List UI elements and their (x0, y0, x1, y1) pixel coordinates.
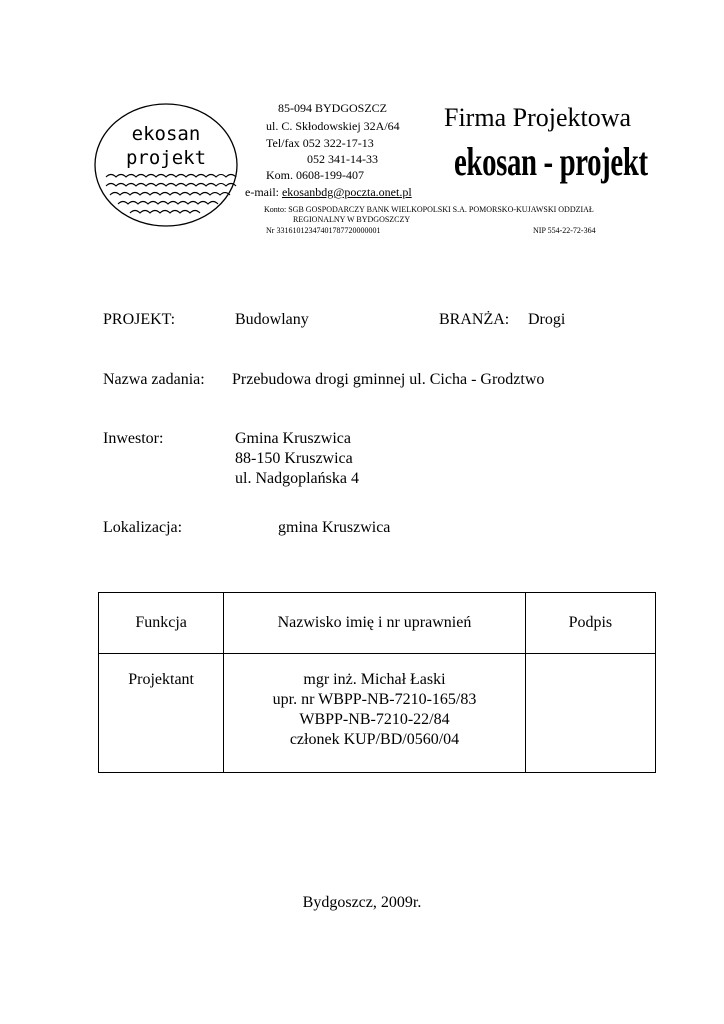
license-line: upr. nr WBPP-NB-7210-165/83 (272, 691, 477, 708)
projekt-value: Budowlany (235, 311, 309, 328)
bank-line2: REGIONALNY W BYDGOSZCZY (293, 215, 411, 224)
zadanie-value: Przebudowa drogi gminnej ul. Cicha - Grodztwo (232, 371, 545, 388)
table-row (99, 654, 656, 773)
address-street: ul. C. Skłodowskiej 32A/64 (266, 119, 400, 133)
place-date: Bydgoszcz, 2009r. (302, 894, 422, 911)
inwestor-line: ul. Nadgoplańska 4 (235, 470, 359, 487)
email-label: e-mail: (245, 185, 279, 199)
bank-line1: Konto: SGB GOSPODARCZY BANK WIELKOPOLSKI S.A. POMORSKO-KUJAWSKI ODDZIAŁ (264, 205, 594, 214)
inwestor-line: 88-150 Kruszwica (235, 450, 353, 467)
inwestor-line: Gmina Kruszwica (235, 430, 351, 447)
zadanie-label: Nazwa zadania: (103, 371, 205, 388)
address-kom: Kom. 0608-199-407 (266, 168, 364, 182)
branza-label: BRANŻA: (439, 311, 510, 328)
header-funkcja: Funkcja (99, 593, 224, 654)
lokalizacja-value: gmina Kruszwica (278, 519, 391, 536)
cell-podpis (525, 654, 655, 773)
email-link[interactable]: ekosanbdg@poczta.onet.pl (281, 185, 412, 199)
firm-brand: ekosan - projekt (454, 139, 648, 184)
address-city: 85-094 BYDGOSZCZ (278, 101, 388, 115)
bank-account: Nr 33161012347401787720000001 (266, 226, 381, 235)
nip-number: NIP 554-22-72-364 (533, 226, 596, 235)
header-podpis: Podpis (525, 593, 655, 654)
address-email-row (245, 185, 412, 199)
projekt-label: PROJEKT: (103, 311, 176, 328)
address-telfax: Tel/fax 052 322-17-13 (266, 136, 374, 150)
lokalizacja-label: Lokalizacja: (103, 519, 183, 536)
branza-value: Drogi (528, 311, 566, 328)
cell-funkcja: Projektant (99, 654, 224, 773)
firm-title: Firma Projektowa (444, 103, 632, 132)
logo-text-line2: projekt (125, 147, 207, 169)
company-logo (92, 102, 240, 228)
address-tel2: 052 341-14-33 (307, 152, 378, 166)
designer-name: mgr inż. Michał Łaski (303, 671, 446, 688)
table-header-row (99, 593, 656, 654)
logo-text-line1: ekosan (131, 123, 201, 145)
signature-table (98, 592, 656, 773)
license-line: WBPP-NB-7210-22/84 (299, 711, 450, 728)
membership-line: członek KUP/BD/0560/04 (289, 731, 460, 748)
cell-nazwisko (224, 654, 526, 773)
inwestor-label: Inwestor: (103, 430, 164, 447)
header-nazwisko: Nazwisko imię i nr uprawnień (224, 593, 526, 654)
